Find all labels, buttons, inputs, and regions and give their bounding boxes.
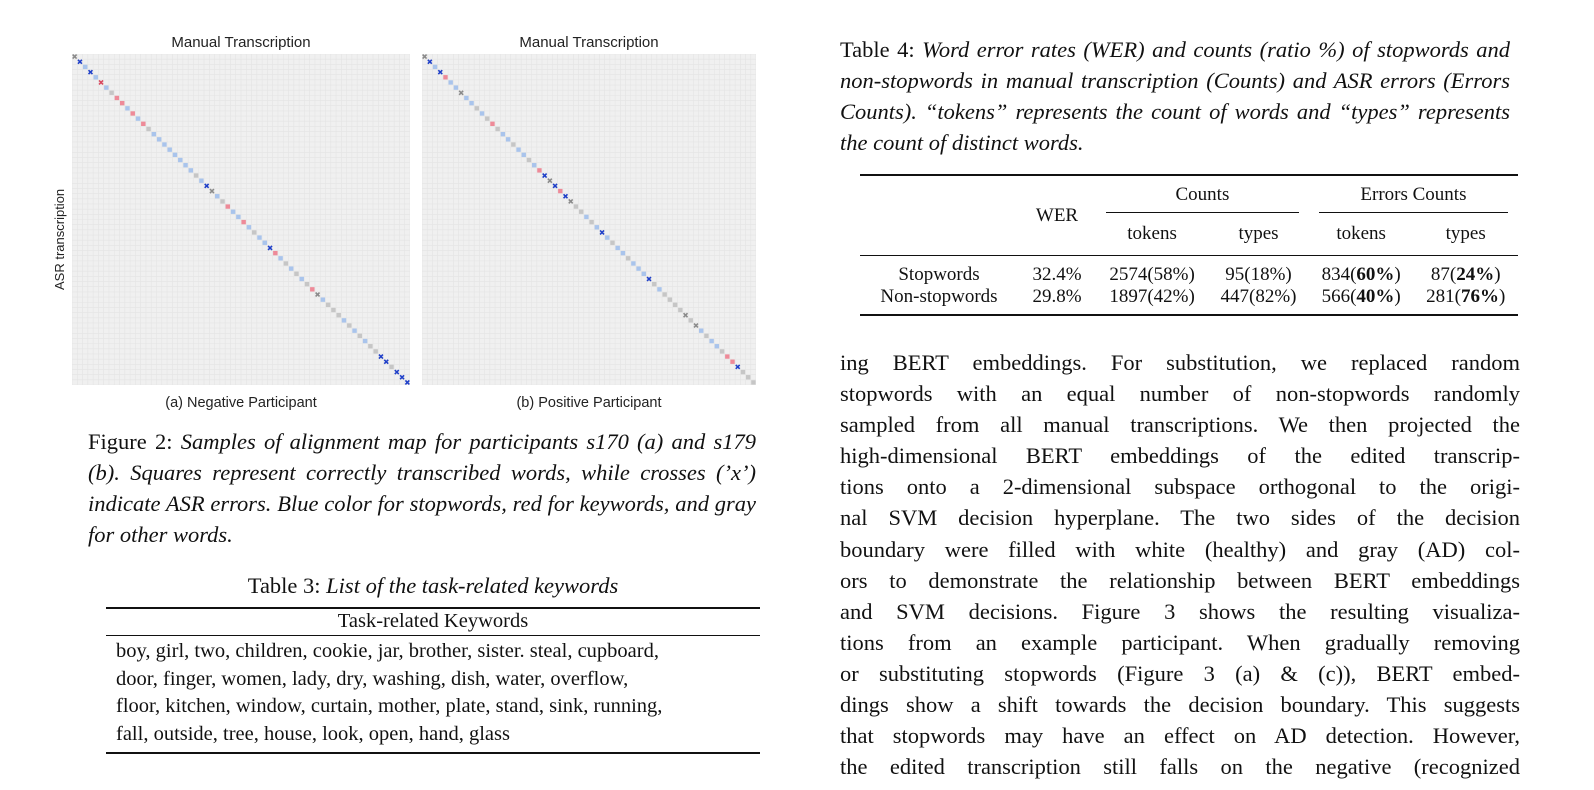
table-3-label: Table 3: bbox=[247, 573, 321, 598]
square-blue bbox=[506, 137, 510, 141]
table-row bbox=[860, 286, 1518, 315]
panel-b-title: Manual Transcription bbox=[519, 34, 659, 51]
cross-blue bbox=[89, 70, 93, 74]
square-gray bbox=[741, 370, 745, 374]
square-blue bbox=[162, 142, 166, 146]
counts-types-cell: 447(82%) bbox=[1220, 286, 1297, 307]
square-red bbox=[131, 111, 135, 115]
keywords-table-cell bbox=[106, 636, 760, 754]
square-red bbox=[443, 75, 447, 79]
square-blue bbox=[183, 163, 187, 167]
panel-b-sublabel: (b) Positive Participant bbox=[516, 395, 662, 411]
square-gray bbox=[326, 303, 330, 307]
bold-ratio: 60% bbox=[1356, 264, 1395, 285]
cross-blue bbox=[405, 380, 409, 384]
square-red bbox=[537, 168, 541, 172]
square-blue bbox=[236, 215, 240, 219]
square-blue bbox=[342, 318, 346, 322]
table-4-caption bbox=[840, 34, 1510, 158]
errors-tokens-cell: 834(60%) bbox=[1321, 264, 1401, 285]
counts-header-label: Counts bbox=[1106, 184, 1299, 213]
cross-blue bbox=[395, 370, 399, 374]
body-line: nal SVM decision hyperplane. The two sides of the decision bbox=[840, 505, 1520, 531]
cross-blue bbox=[400, 375, 404, 379]
cross-gray bbox=[423, 55, 427, 59]
cross-blue bbox=[268, 246, 272, 250]
body-line: or substituting stopwords (Figure 3 (a) & (c)), BERT embed- bbox=[840, 660, 1520, 686]
square-gray bbox=[689, 318, 693, 322]
errors-header bbox=[1309, 175, 1518, 215]
square-blue bbox=[173, 153, 177, 157]
value-prefix: 834( bbox=[1321, 264, 1357, 285]
cross-blue bbox=[384, 360, 388, 364]
table-3-caption bbox=[106, 570, 760, 601]
square-blue bbox=[631, 261, 635, 265]
square-gray bbox=[720, 349, 724, 353]
square-blue bbox=[516, 148, 520, 152]
square-blue bbox=[247, 225, 251, 229]
cross-gray bbox=[694, 324, 698, 328]
square-blue bbox=[178, 158, 182, 162]
square-gray bbox=[389, 365, 393, 369]
cross-blue bbox=[78, 60, 82, 64]
body-line: ors to demonstrate the relationship between BERT embeddings bbox=[840, 567, 1520, 593]
square-gray bbox=[305, 282, 309, 286]
keywords-line: boy, girl, two, children, cookie, jar, brother, sister. steal, cupboard, bbox=[116, 640, 659, 662]
square-red bbox=[141, 122, 145, 126]
body-line: tions onto a 2-dimensional subspace orthogonal to the origi- bbox=[840, 474, 1520, 500]
square-red bbox=[730, 360, 734, 364]
wer-table-corner bbox=[860, 175, 1018, 215]
square-blue bbox=[83, 65, 87, 69]
square-blue bbox=[616, 246, 620, 250]
square-gray bbox=[511, 142, 515, 146]
square-blue bbox=[480, 111, 484, 115]
errors-types-cell: 87(24%) bbox=[1430, 264, 1501, 285]
wer-table bbox=[860, 174, 1518, 316]
cross-gray bbox=[316, 293, 320, 297]
row-label: Stopwords bbox=[898, 264, 980, 285]
body-line: dings show a shift towards the decision boundary. This suggests bbox=[840, 692, 1520, 718]
square-gray bbox=[331, 308, 335, 312]
square-gray bbox=[220, 199, 224, 203]
square-blue bbox=[636, 266, 640, 270]
square-red bbox=[490, 122, 494, 126]
square-gray bbox=[527, 158, 531, 162]
square-red bbox=[273, 251, 277, 255]
body-line: high-dimensional BERT embeddings of the edited transcrip- bbox=[840, 443, 1520, 469]
figure-2-caption bbox=[88, 426, 756, 550]
square-blue bbox=[257, 235, 261, 239]
square-gray bbox=[678, 308, 682, 312]
square-blue bbox=[278, 256, 282, 260]
body-line: stopwords with an equal number of non-stopwords randomly bbox=[840, 381, 1520, 407]
keywords-line: door, finger, women, lady, dry, washing, dish, water, overflow, bbox=[116, 667, 629, 690]
cross-blue bbox=[543, 174, 547, 178]
square-red bbox=[558, 189, 562, 193]
errors-tokens-header: tokens bbox=[1336, 223, 1386, 244]
square-gray bbox=[252, 230, 256, 234]
square-blue bbox=[501, 132, 505, 136]
row-label: Non-stopwords bbox=[880, 286, 998, 307]
square-gray bbox=[485, 116, 489, 120]
square-blue bbox=[189, 168, 193, 172]
square-red bbox=[310, 287, 314, 291]
wer-header: WER bbox=[1035, 204, 1079, 226]
cross-blue bbox=[553, 184, 557, 188]
square-red bbox=[226, 204, 230, 208]
figure-2-label: Figure 2: bbox=[88, 429, 173, 454]
square-gray bbox=[368, 344, 372, 348]
cross-blue bbox=[438, 70, 442, 74]
cross-blue bbox=[600, 230, 604, 234]
square-gray bbox=[358, 334, 362, 338]
figure-2-caption-text: Samples of alignment map for participants s170 (a) and s179 (b). Squares represent correctly transcribed words, while crosses (’x’) indicate ASR errors. Blue color for stopwords, red for keywords, and gray for other words. bbox=[88, 429, 757, 547]
square-gray bbox=[662, 292, 666, 296]
cross-blue bbox=[736, 365, 740, 369]
square-gray bbox=[574, 204, 578, 208]
keywords-table bbox=[106, 607, 760, 754]
cross-gray bbox=[210, 189, 214, 193]
alignment-map-a-svg bbox=[72, 54, 410, 385]
square-gray bbox=[146, 127, 150, 131]
square-blue bbox=[157, 137, 161, 141]
square-blue bbox=[595, 225, 599, 229]
counts-types-cell: 95(18%) bbox=[1225, 264, 1292, 285]
square-blue bbox=[199, 179, 203, 183]
counts-tokens-cell: 2574(58%) bbox=[1109, 264, 1195, 285]
panel-a-title: Manual Transcription bbox=[171, 34, 311, 51]
square-blue bbox=[642, 272, 646, 276]
counts-header bbox=[1096, 175, 1309, 215]
body-line: sampled from all manual transcriptions. We then projected the bbox=[840, 412, 1520, 438]
table-4-label: Table 4: bbox=[840, 37, 915, 62]
cross-blue bbox=[647, 277, 651, 281]
square-gray bbox=[475, 106, 479, 110]
square-blue bbox=[449, 80, 453, 84]
body-line: the edited transcription still falls on the negative (recognized bbox=[840, 754, 1520, 780]
panel-a-ylabel: ASR transcription bbox=[52, 188, 67, 290]
keywords-table-header: Task-related Keywords bbox=[106, 608, 760, 636]
square-gray bbox=[347, 323, 351, 327]
square-gray bbox=[704, 334, 708, 338]
square-blue bbox=[263, 241, 267, 245]
value-prefix: 281( bbox=[1426, 286, 1461, 307]
bold-ratio: 40% bbox=[1356, 286, 1395, 307]
square-gray bbox=[751, 380, 755, 384]
square-blue bbox=[321, 297, 325, 301]
errors-header-label: Errors Counts bbox=[1319, 184, 1508, 213]
square-gray bbox=[194, 173, 198, 177]
cross-gray bbox=[684, 313, 688, 317]
square-blue bbox=[454, 85, 458, 89]
body-line: that stopwords may have an effect on AD detection. However, bbox=[840, 723, 1520, 749]
square-blue bbox=[657, 287, 661, 291]
square-gray bbox=[610, 241, 614, 245]
square-red bbox=[115, 96, 119, 100]
square-gray bbox=[579, 210, 583, 214]
keywords-line: fall, outside, tree, house, look, open, hand, glass bbox=[116, 722, 510, 745]
square-blue bbox=[231, 210, 235, 214]
square-gray bbox=[294, 272, 298, 276]
square-red bbox=[725, 354, 729, 358]
square-gray bbox=[668, 297, 672, 301]
square-gray bbox=[589, 220, 593, 224]
square-blue bbox=[464, 96, 468, 100]
square-blue bbox=[352, 329, 356, 333]
square-blue bbox=[289, 266, 293, 270]
square-blue bbox=[584, 215, 588, 219]
square-blue bbox=[532, 163, 536, 167]
body-line: tions from an example participant. When gradually removing bbox=[840, 629, 1520, 655]
table-row bbox=[860, 256, 1518, 287]
square-red bbox=[241, 220, 245, 224]
square-gray bbox=[109, 91, 113, 95]
cross-gray bbox=[569, 199, 573, 203]
square-blue bbox=[715, 344, 719, 348]
square-gray bbox=[746, 375, 750, 379]
square-blue bbox=[136, 116, 140, 120]
keywords-line: floor, kitchen, window, curtain, mother, plate, stand, sink, running, bbox=[116, 695, 663, 717]
bold-ratio: 24% bbox=[1456, 264, 1495, 285]
body-text bbox=[840, 347, 1520, 782]
square-gray bbox=[336, 313, 340, 317]
counts-tokens-cell: 1897(42%) bbox=[1109, 286, 1195, 307]
square-gray bbox=[652, 282, 656, 286]
value-prefix: 87( bbox=[1430, 264, 1457, 285]
value-prefix: 566( bbox=[1321, 286, 1357, 307]
counts-tokens-header: tokens bbox=[1127, 223, 1177, 244]
panel-a-sublabel: (a) Negative Participant bbox=[165, 395, 317, 411]
square-blue bbox=[469, 101, 473, 105]
square-blue bbox=[300, 277, 304, 281]
wer-cell: 29.8% bbox=[1032, 286, 1082, 307]
bold-ratio: 76% bbox=[1460, 286, 1499, 307]
square-blue bbox=[125, 106, 129, 110]
alignment-map-b-svg bbox=[422, 54, 756, 385]
square-blue bbox=[522, 153, 526, 157]
square-gray bbox=[626, 256, 630, 260]
cross-blue bbox=[379, 355, 383, 359]
cross-blue bbox=[428, 60, 432, 64]
cross-blue bbox=[205, 184, 209, 188]
cross-gray bbox=[73, 55, 77, 59]
cross-blue bbox=[564, 194, 568, 198]
square-gray bbox=[495, 127, 499, 131]
square-blue bbox=[215, 194, 219, 198]
square-red bbox=[120, 101, 124, 105]
square-blue bbox=[363, 339, 367, 343]
alignment-map-a bbox=[72, 54, 410, 385]
square-blue bbox=[621, 251, 625, 255]
square-blue bbox=[104, 85, 108, 89]
square-blue bbox=[605, 235, 609, 239]
counts-types-header: types bbox=[1238, 223, 1279, 244]
alignment-map-b bbox=[422, 54, 756, 385]
wer-cell: 32.4% bbox=[1032, 264, 1082, 285]
cross-gray bbox=[459, 91, 463, 95]
square-blue bbox=[167, 148, 171, 152]
wer-table-corner-2 bbox=[860, 215, 1018, 256]
square-blue bbox=[433, 65, 437, 69]
table-4-caption-text: Word error rates (WER) and counts (ratio %) of stopwords and non-stopwords in manual transcription (Counts) and ASR errors (Errors Counts). “tokens” represents the count of words and “types” represents the count of distinct words. bbox=[840, 37, 1510, 155]
square-blue bbox=[94, 75, 98, 79]
table-3-caption-text: List of the task-related keywords bbox=[326, 573, 619, 598]
body-line: ing BERT embeddings. For substitution, we replaced random bbox=[840, 350, 1520, 375]
errors-tokens-cell: 566(40%) bbox=[1321, 286, 1401, 307]
body-line: boundary were filled with white (healthy) and gray (AD) col- bbox=[840, 536, 1520, 562]
square-blue bbox=[699, 329, 703, 333]
square-gray bbox=[284, 261, 288, 265]
square-blue bbox=[709, 339, 713, 343]
errors-types-header: types bbox=[1445, 223, 1486, 244]
cross-gray bbox=[548, 179, 552, 183]
cross-red bbox=[99, 80, 103, 84]
errors-types-cell: 281(76%) bbox=[1426, 286, 1506, 307]
body-line: and SVM decisions. Figure 3 shows the resulting visualiza- bbox=[840, 598, 1520, 624]
square-blue bbox=[152, 132, 156, 136]
square-gray bbox=[673, 303, 677, 307]
square-gray bbox=[373, 349, 377, 353]
